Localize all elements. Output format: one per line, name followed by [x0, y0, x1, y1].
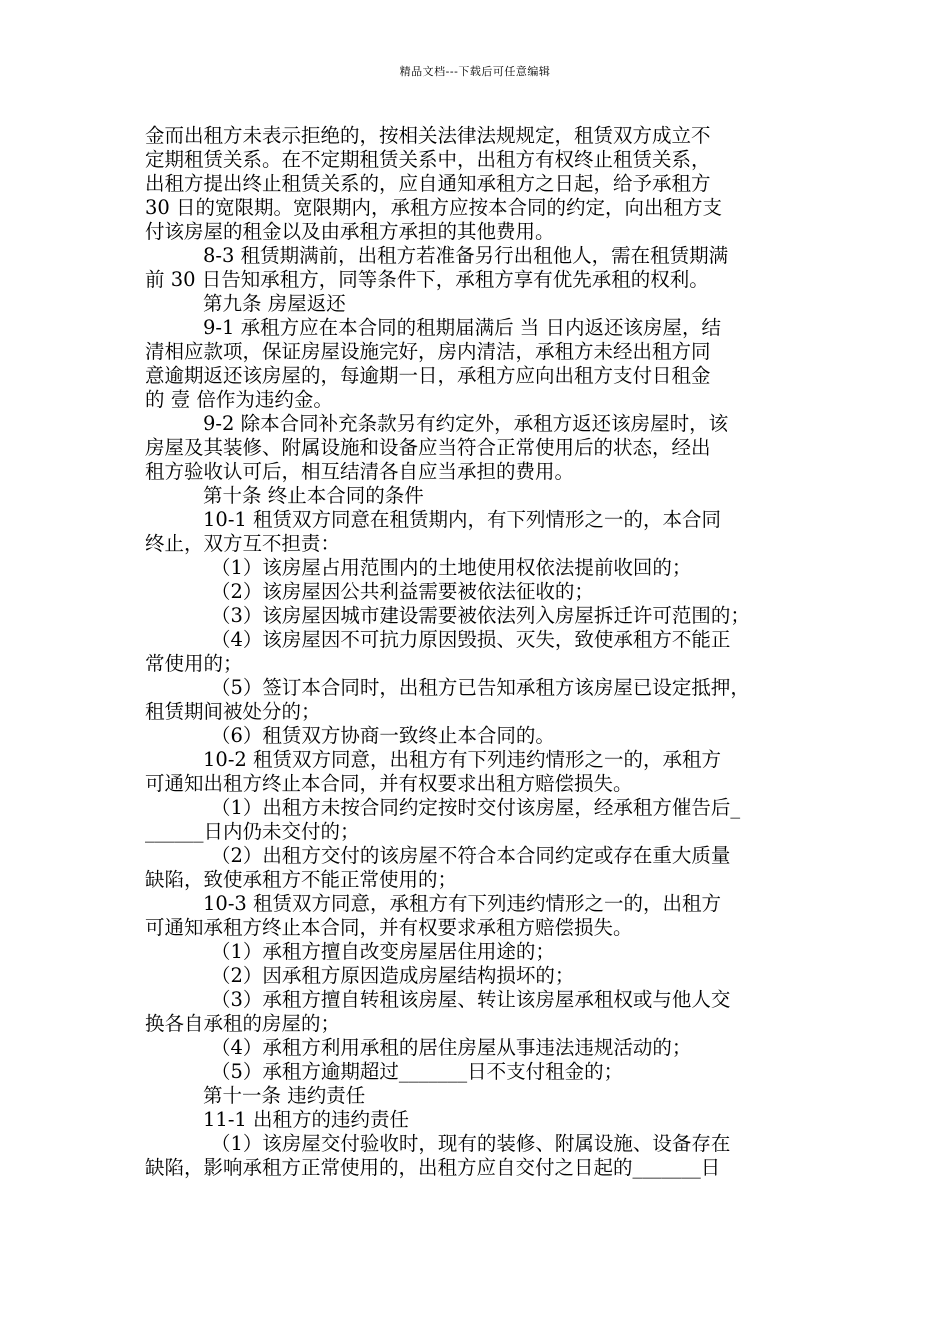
text-line: 金而出租方未表示拒绝的，按相关法律法规规定，租赁双方成立不 [145, 124, 711, 147]
text-line: 换各自承租的房屋的； [145, 1012, 341, 1035]
text-line: （3）该房屋因城市建设需要被依法列入房屋拆迁许可范围的； [211, 604, 750, 627]
text-line: 9-2 除本合同补充条款另有约定外，承租方返还该房屋时，该 [203, 412, 729, 435]
text-line: （1）出租方未按合同约定按时交付该房屋，经承租方催告后_ [211, 796, 741, 819]
text-line: 10-2 租赁双方同意，出租方有下列违约情形之一的，承租方 [203, 748, 722, 771]
text-line: 第九条 房屋返还 [203, 292, 346, 315]
text-line: 30 日的宽限期。宽限期内，承租方应按本合同的约定，向出租方支 [145, 196, 723, 219]
text-line: （3）承租方擅自转租该房屋、转让该房屋承租权或与他人交 [211, 988, 731, 1011]
page-header: 精品文档---下载后可任意编辑 [399, 65, 551, 78]
text-line: 8-3 租赁期满前，出租方若准备另行出租他人，需在租赁期满 [203, 244, 729, 267]
text-line: 第十一条 违约责任 [203, 1084, 366, 1107]
text-line: （1）承租方擅自改变房屋居住用途的； [211, 940, 555, 963]
text-line: （1）该房屋占用范围内的土地使用权依法提前收回的； [211, 556, 692, 579]
text-line: 常使用的； [145, 652, 243, 675]
text-line: （4）承租方利用承租的居住房屋从事违法违规活动的； [211, 1036, 692, 1059]
text-line: 第十条 终止本合同的条件 [203, 484, 424, 507]
text-line: （6）租赁双方协商一致终止本合同的。 [211, 724, 555, 747]
text-line: 缺陷，影响承租方正常使用的，出租方应自交付之日起的_______日 [145, 1156, 721, 1179]
text-line: 10-1 租赁双方同意在租赁期内，有下列情形之一的，本合同 [203, 508, 722, 531]
text-line: 租赁期间被处分的； [145, 700, 321, 723]
text-line: （2）出租方交付的该房屋不符合本合同约定或存在重大质量 [211, 844, 731, 867]
text-line: 可通知出租方终止本合同，并有权要求出租方赔偿损失。 [145, 772, 633, 795]
text-line: 终止，双方互不担责： [145, 532, 341, 555]
text-line: 出租方提出终止租赁关系的，应自通知承租方之日起，给予承租方 [145, 172, 711, 195]
text-line: 意逾期返还该房屋的，每逾期一日，承租方应向出租方支付日租金 [145, 364, 711, 387]
text-line: 定期租赁关系。在不定期租赁关系中，出租方有权终止租赁关系， [145, 148, 711, 171]
text-line: 10-3 租赁双方同意，承租方有下列违约情形之一的，出租方 [203, 892, 722, 915]
text-line: 11-1 出租方的违约责任 [203, 1108, 410, 1131]
text-line: 租方验收认可后，相互结清各自应当承担的费用。 [145, 460, 575, 483]
text-line: ______日内仍未交付的； [145, 820, 360, 843]
text-line: 清相应款项，保证房屋设施完好，房内清洁，承租方未经出租方同 [145, 340, 711, 363]
text-line: （1）该房屋交付验收时，现有的装修、附属设施、设备存在 [211, 1132, 731, 1155]
text-line: 房屋及其装修、附属设施和设备应当符合正常使用后的状态，经出 [145, 436, 711, 459]
text-line: 付该房屋的租金以及由承租方承担的其他费用。 [145, 220, 555, 243]
document-body [145, 124, 810, 1180]
text-line: （4）该房屋因不可抗力原因毁损、灭失，致使承租方不能正 [211, 628, 731, 651]
text-line: 前 30 日告知承租方，同等条件下，承租方享有优先承租的权利。 [145, 268, 709, 291]
text-line: 9-1 承租方应在本合同的租期届满后 当 日内返还该房屋，结 [203, 316, 721, 339]
text-line: 的 壹 倍作为违约金。 [145, 388, 333, 411]
text-line: 缺陷，致使承租方不能正常使用的； [145, 868, 458, 891]
text-line: （5）承租方逾期超过_______日不支付租金的； [211, 1060, 624, 1083]
text-line: 可通知承租方终止本合同，并有权要求承租方赔偿损失。 [145, 916, 633, 939]
text-line: （2）该房屋因公共利益需要被依法征收的； [211, 580, 594, 603]
text-line: （2）因承租方原因造成房屋结构损坏的； [211, 964, 575, 987]
text-line: （5）签订本合同时，出租方已告知承租方该房屋已设定抵押， [211, 676, 750, 699]
